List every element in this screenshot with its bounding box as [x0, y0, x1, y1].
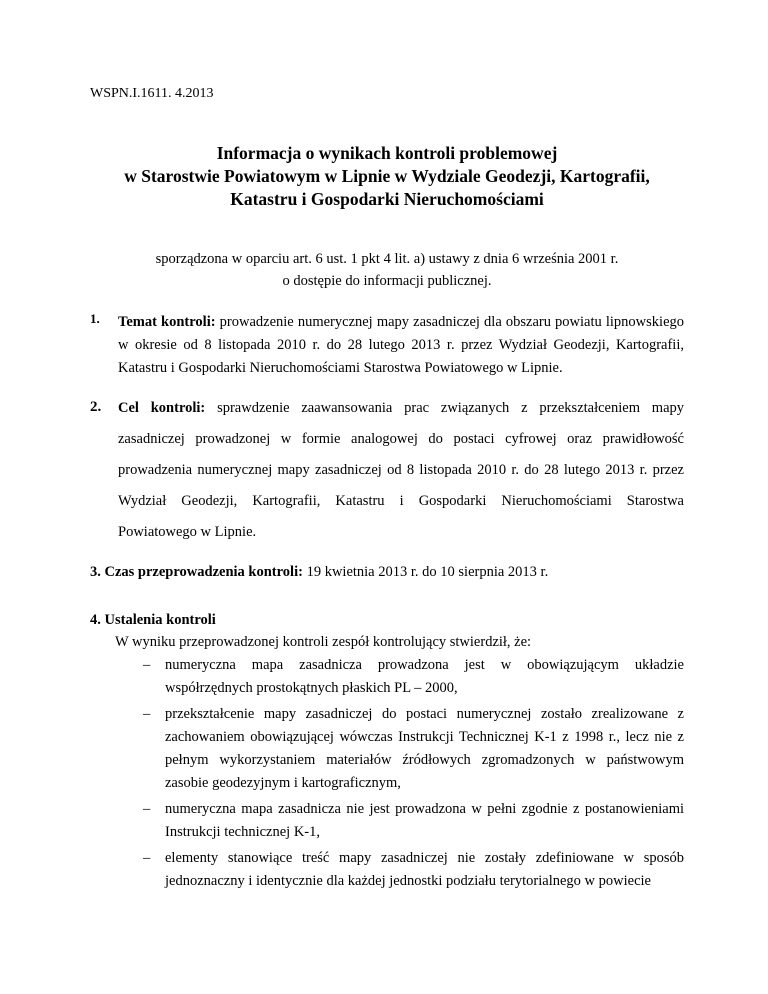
- title-line-3: Katastru i Gospodarki Nieruchomościami: [230, 189, 544, 209]
- section-1-number: 1.: [90, 311, 100, 326]
- document-reference-number: WSPN.I.1611. 4.2013: [90, 86, 214, 101]
- document-title: [90, 142, 684, 211]
- finding-item: [143, 703, 684, 795]
- section-2-text: sprawdzenie zaawansowania prac związanych z przekształceniem mapy zasadniczej prowadzonej w formie analogowej do postaci cyfrowej oraz prawidłowość prowadzenia numerycznej mapy zasadniczej od 8 listopada 2010 r. do 28 lutego 2013 r. przez Wydział Geodezji, Kartografii, Katastru i Gospodarki Nieruchomościami Starostwa Powiatowego w Lipnie.: [118, 400, 685, 540]
- section-1-text: prowadzenie numerycznej mapy zasadniczej dla obszaru powiatu lipnowskiego w okresie od 8 listopada 2010 r. do 28 lutego 2013 r. przez Wydział Geodezji, Kartografii, Katastru i Gospodarki Nieruchomościami Starostwa Powiatowego w Lipnie.: [118, 314, 685, 376]
- section-1-paragraph: [118, 311, 684, 380]
- section-2-label: Cel kontroli:: [118, 400, 206, 416]
- section-3-label: Czas przeprowadzenia kontroli:: [104, 564, 303, 580]
- section-4-label: Ustalenia kontroli: [104, 612, 216, 628]
- section-2-paragraph: [118, 393, 684, 548]
- finding-item: [143, 798, 684, 844]
- finding-text: numeryczna mapa zasadnicza prowadzona jest w obowiązującym układzie współrzędnych prostokątnych płaskich PL – 2000,: [165, 657, 684, 696]
- finding-dash: –: [143, 850, 151, 866]
- finding-item: [143, 847, 684, 893]
- title-line-2: w Starostwie Powiatowym w Lipnie w Wydziale Geodezji, Kartografii,: [124, 166, 650, 186]
- legal-basis-line-2: o dostępie do informacji publicznej.: [282, 273, 492, 289]
- section-2-number: 2.: [90, 399, 102, 415]
- legal-basis: [90, 248, 684, 292]
- legal-basis-line-1: sporządzona w oparciu art. 6 ust. 1 pkt 4 lit. a) ustawy z dnia 6 września 2001 r.: [155, 251, 619, 267]
- section-4-findings: [90, 610, 684, 896]
- finding-text: numeryczna mapa zasadnicza nie jest prowadzona w pełni zgodnie z postanowieniami Instrukcji technicznej K-1,: [165, 801, 684, 840]
- section-3-number: 3.: [90, 564, 101, 580]
- finding-dash: –: [143, 801, 151, 817]
- finding-dash: –: [143, 706, 151, 722]
- section-3-text: 19 kwietnia 2013 r. do 10 sierpnia 2013 r.: [302, 564, 549, 580]
- section-4-number: 4.: [90, 612, 101, 628]
- section-1-label: Temat kontroli:: [118, 314, 216, 330]
- section-1-subject: [90, 311, 684, 380]
- finding-text: elementy stanowiące treść mapy zasadniczej nie zostały zdefiniowane w sposób jednoznaczny i identycznie dla każdej jednostki podziału terytorialnego w powiecie: [165, 850, 684, 889]
- section-2-purpose: [90, 399, 684, 548]
- title-line-1: Informacja o wynikach kontroli problemowej: [216, 143, 558, 163]
- finding-dash: –: [143, 657, 151, 673]
- section-4-intro: W wyniku przeprowadzonej kontroli zespół kontrolujący stwierdził, że:: [115, 634, 532, 650]
- section-4-heading: [90, 610, 684, 631]
- finding-text: przekształcenie mapy zasadniczej do postaci numerycznej zostało zrealizowane z zachowaniem obowiązującej wówczas Instrukcji Technicznej K-1 z 1998 r., lecz nie z pełnym wykorzystaniem materiałów źródłowych zgromadzonych w państwowym zasobie geodezyjnym i kartograficznym,: [165, 706, 684, 791]
- finding-item: [143, 654, 684, 700]
- findings-list: [90, 654, 684, 893]
- section-3-duration: [90, 564, 548, 581]
